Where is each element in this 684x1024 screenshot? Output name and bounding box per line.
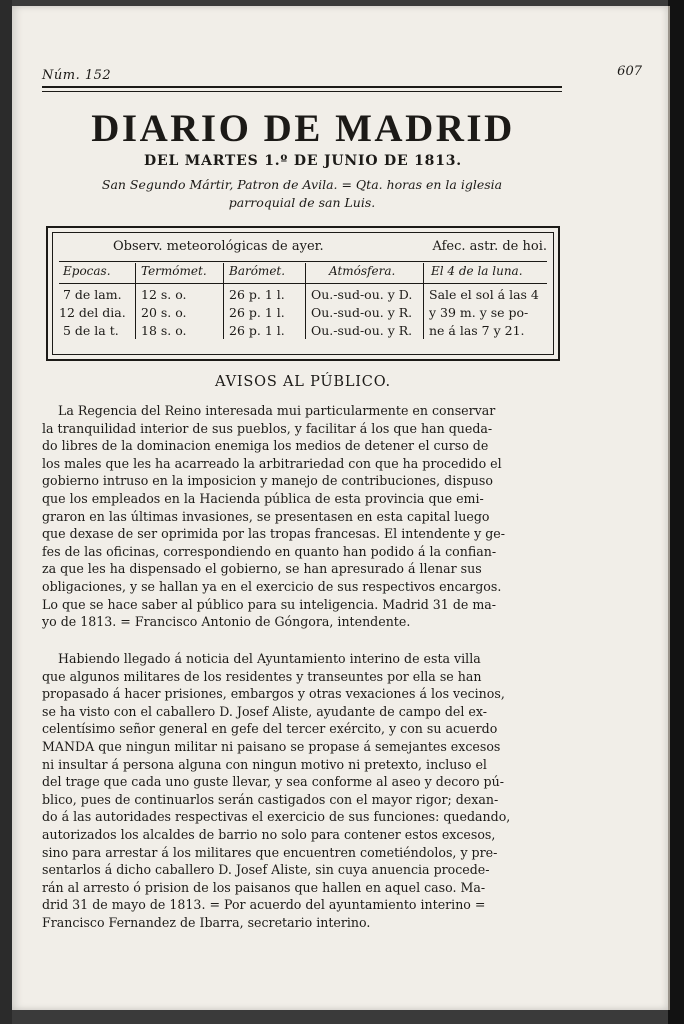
text-line: do libres de la dominacion enemiga los medios de detener el curso de xyxy=(42,438,489,454)
text-line: los males que les ha acarreado la arbitrariedad con que ha procedido el xyxy=(42,455,502,471)
row2-atmosfera: Ou.-sud-ou. y R. xyxy=(311,305,413,320)
text-line: celentísimo señor general en gefe del tercer exército, y con su acuerdo xyxy=(42,721,498,737)
text-line: Habiendo llegado á noticia del Ayuntamiento interino de esta villa xyxy=(58,651,481,666)
col-barometro: Barómet. xyxy=(229,264,286,278)
text-line: La Regencia del Reino interesada mui particularmente en conservar xyxy=(58,403,496,418)
row3-luna: ne á las 7 y 21. xyxy=(429,323,525,338)
newspaper-page xyxy=(12,6,668,1010)
issue-number: Núm. 152 xyxy=(42,68,112,83)
header-rule xyxy=(42,86,562,88)
row3-atmosfera: Ou.-sud-ou. y R. xyxy=(311,323,413,338)
text-line: sino para arrestar á los militares que encuentren cometiéndolos, y pre- xyxy=(42,844,498,860)
saints-line-2: parroquial de san Luis. xyxy=(228,195,376,210)
row2-epoca: 12 del dia. xyxy=(59,305,126,320)
row1-termometro: 12 s. o. xyxy=(141,287,187,302)
text-line: que algunos militares de los residentes y transeuntes por ella se han xyxy=(42,668,482,684)
text-line: do á las autoridades respectivas el exercicio de sus funciones: quedando, xyxy=(42,809,511,825)
row3-barometro: 26 p. 1 l. xyxy=(229,323,285,338)
row1-luna: Sale el sol á las 4 xyxy=(429,287,539,302)
col-separator xyxy=(135,263,136,339)
weather-table xyxy=(46,226,560,361)
text-line: rán al arresto ó prision de los paisanos que hallen en aquel caso. Ma- xyxy=(42,879,486,895)
text-line: sentarlos á dicho caballero D. Josef Aliste, sin cuya anuencia procede- xyxy=(42,862,490,878)
text-line: fes de las oficinas, correspondiendo en quanto han podido á la confian- xyxy=(42,543,497,559)
text-line: se ha visto con el caballero D. Josef Aliste, ayudante de campo del ex- xyxy=(42,703,488,719)
saints-line xyxy=(52,176,552,212)
col-luna: El 4 de la luna. xyxy=(431,264,523,278)
row2-termometro: 20 s. o. xyxy=(141,305,187,320)
row1-barometro: 26 p. 1 l. xyxy=(229,287,285,302)
section-title: AVISOS AL PÚBLICO. xyxy=(215,374,391,390)
text-line: Lo que se hace saber al público para su inteligencia. Madrid 31 de ma- xyxy=(42,596,497,612)
date-line: DEL MARTES 1.º DE JUNIO DE 1813. xyxy=(144,153,462,169)
col-termometro: Termómet. xyxy=(141,264,207,278)
row2-barometro: 26 p. 1 l. xyxy=(229,305,285,320)
weather-heading: Observ. meteorológicas de ayer. xyxy=(113,239,324,254)
row1-atmosfera: Ou.-sud-ou. y D. xyxy=(311,287,413,302)
weather-divider-2 xyxy=(59,283,547,284)
col-atmosfera: Atmósfera. xyxy=(329,264,396,278)
text-line: graron en las últimas invasiones, se presentasen en esta capital luego xyxy=(42,508,490,524)
astro-heading: Afec. astr. de hoi. xyxy=(432,239,547,254)
masthead-title: DIARIO DE MADRID xyxy=(91,107,515,150)
text-line: que dexase de ser oprimida por las tropas francesas. El intendente y ge- xyxy=(42,526,505,542)
left-background xyxy=(0,0,12,1024)
col-separator xyxy=(223,263,224,339)
notice-paragraph-1 xyxy=(42,402,562,631)
row3-epoca: 5 de la t. xyxy=(63,323,119,338)
text-line: obligaciones, y se hallan ya en el exercicio de sus respectivos encargos. xyxy=(42,578,502,594)
text-line: que los empleados en la Hacienda pública de esta provincia que emi- xyxy=(42,490,484,506)
header-rule-thin xyxy=(42,91,562,92)
col-epocas: Epocas. xyxy=(63,264,111,278)
col-separator xyxy=(423,263,424,339)
text-line: yo de 1813. = Francisco Antonio de Góngora, intendente. xyxy=(42,614,411,630)
text-line: gobierno intruso en la imposicion y manejo de contribuciones, dispuso xyxy=(42,473,493,489)
text-line: propasado á hacer prisiones, embargos y otras vexaciones á los vecinos, xyxy=(42,686,505,702)
right-background xyxy=(668,0,684,1024)
row1-epoca: 7 de lam. xyxy=(63,287,122,302)
text-line: la tranquilidad interior de sus pueblos, y facilitar á los que han queda- xyxy=(42,420,493,436)
notice-paragraph-2 xyxy=(42,650,562,932)
weather-table-inner-border xyxy=(52,232,554,355)
weather-divider xyxy=(59,261,547,262)
text-line: autorizados los alcaldes de barrio no solo para contener estos excesos, xyxy=(42,826,496,842)
text-line: del trage que cada uno guste llevar, y sea conforme al aseo y decoro pú- xyxy=(42,774,504,790)
saints-line-1: San Segundo Mártir, Patron de Avila. = Qta. horas en la iglesia xyxy=(101,177,503,192)
page-number: 607 xyxy=(617,64,642,79)
row2-luna: y 39 m. y se po- xyxy=(429,305,529,320)
col-separator xyxy=(305,263,306,339)
text-line: za que les ha dispensado el gobierno, se han apresurado á llenar sus xyxy=(42,561,482,577)
text-line: blico, pues de continuarlos serán castigados con el mayor rigor; dexan- xyxy=(42,791,499,807)
text-line: MANDA que ningun militar ni paisano se propase á semejantes excesos xyxy=(42,738,501,754)
page-edge xyxy=(668,6,670,1010)
text-line: ni insultar á persona alguna con ningun motivo ni pretexto, incluso el xyxy=(42,756,487,772)
text-line: drid 31 de mayo de 1813. = Por acuerdo del ayuntamiento interino = xyxy=(42,897,486,913)
row3-termometro: 18 s. o. xyxy=(141,323,187,338)
text-line: Francisco Fernandez de Ibarra, secretario interino. xyxy=(42,914,371,930)
